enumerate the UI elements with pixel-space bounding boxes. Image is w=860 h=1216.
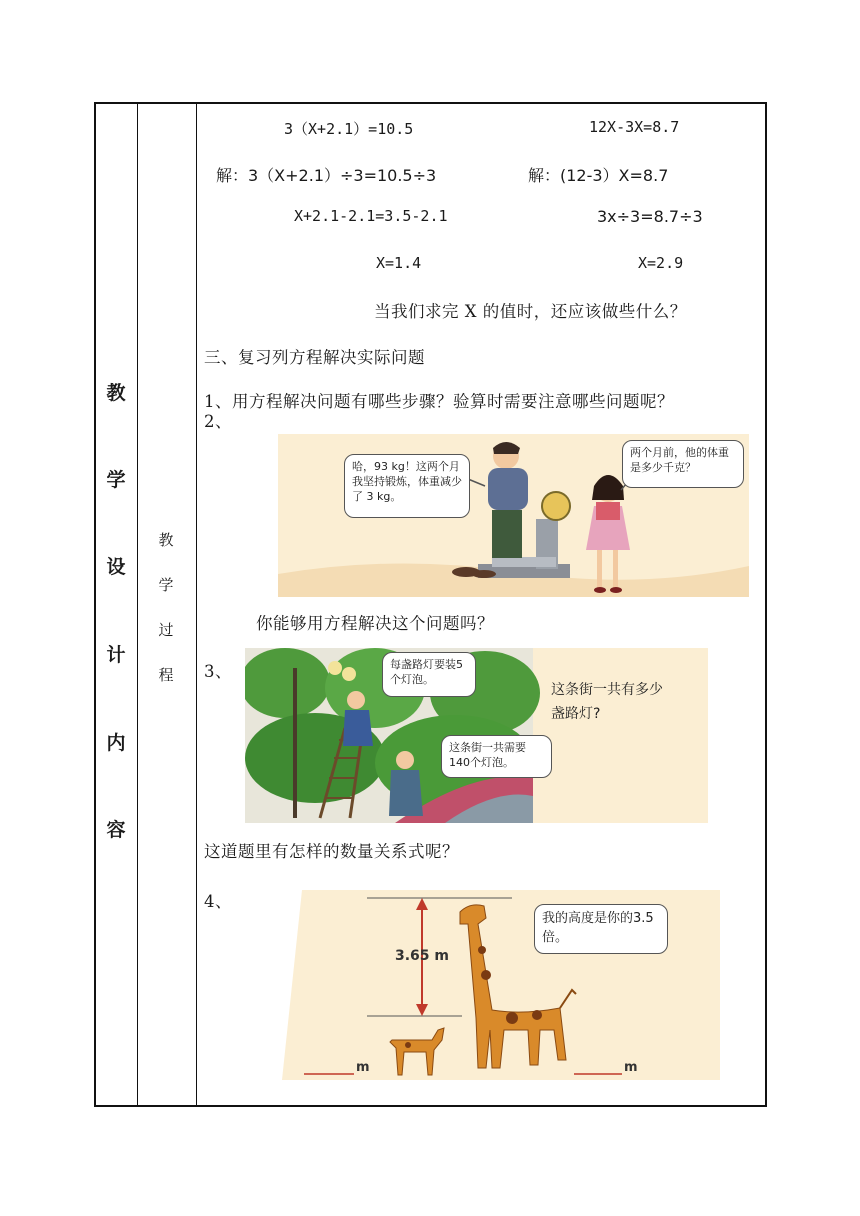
question-item-3: 这道题里有怎样的数量关系式呢？ xyxy=(204,842,459,861)
left-label-char: 容 xyxy=(106,819,126,841)
question-item-2-label: 2、 xyxy=(204,412,232,431)
followup-question: 当我们求完 X 的值时，还应该做些什么？ xyxy=(374,302,687,321)
section-heading: 三、复习列方程解决实际问题 xyxy=(204,348,425,367)
equation-right-2: 解：(12-3）X=8.7 xyxy=(528,166,669,185)
speech-bubble-man: 哈，93 kg！这两个月我坚持锻炼，体重减少了 3 kg。 xyxy=(344,454,470,518)
speech-bubble-bulbs: 这条街一共需要140个灯泡。 xyxy=(441,735,552,778)
left-label-char: 设 xyxy=(106,556,126,578)
giraffe-illustration xyxy=(282,890,720,1080)
speech-bubble-giraffe: 我的高度是你的3.5倍。 xyxy=(534,904,668,954)
blank-unit-left: m xyxy=(356,1060,370,1075)
speech-bubble-lamp: 每盏路灯要装5个灯泡。 xyxy=(382,652,476,697)
column-divider-1 xyxy=(137,104,138,1105)
left-label-char: 学 xyxy=(106,469,126,491)
middle-label-char: 过 xyxy=(158,621,174,639)
question-item-4-label: 4、 xyxy=(204,892,232,911)
question-item-3-label: 3、 xyxy=(204,662,232,681)
weight-illustration xyxy=(278,434,749,597)
streetlamp-illustration xyxy=(245,648,708,823)
left-label-char: 内 xyxy=(106,732,126,754)
equation-right-3: 3x÷3=8.7÷3 xyxy=(597,207,703,226)
equation-left-3: X+2.1-2.1=3.5-2.1 xyxy=(294,207,448,225)
side-question: 这条街一共有多少盏路灯? xyxy=(551,682,663,722)
middle-label-char: 学 xyxy=(158,576,174,594)
speech-bubble-girl: 两个月前，他的体重是多少千克？ xyxy=(622,440,744,488)
equation-left-2: 解：3（X+2.1）÷3=10.5÷3 xyxy=(216,166,437,185)
column-divider-2 xyxy=(196,104,197,1105)
left-label-char: 计 xyxy=(106,644,126,666)
question-item-1: 1、用方程解决问题有哪些步骤？验算时需要注意哪些问题呢？ xyxy=(204,392,674,411)
equation-right-4: X=2.9 xyxy=(638,254,684,272)
blank-unit-right: m xyxy=(624,1060,638,1075)
equation-left-4: X=1.4 xyxy=(376,254,422,272)
equation-right-1: 12X-3X=8.7 xyxy=(589,118,680,136)
left-label-char: 教 xyxy=(106,382,126,404)
question-item-2: 你能够用方程解决这个问题吗？ xyxy=(256,614,494,633)
height-label: 3.65 m xyxy=(395,948,450,964)
middle-label-char: 教 xyxy=(158,531,174,549)
equation-left-1: 3（X+2.1）=10.5 xyxy=(284,120,414,138)
middle-label-char: 程 xyxy=(158,666,174,684)
